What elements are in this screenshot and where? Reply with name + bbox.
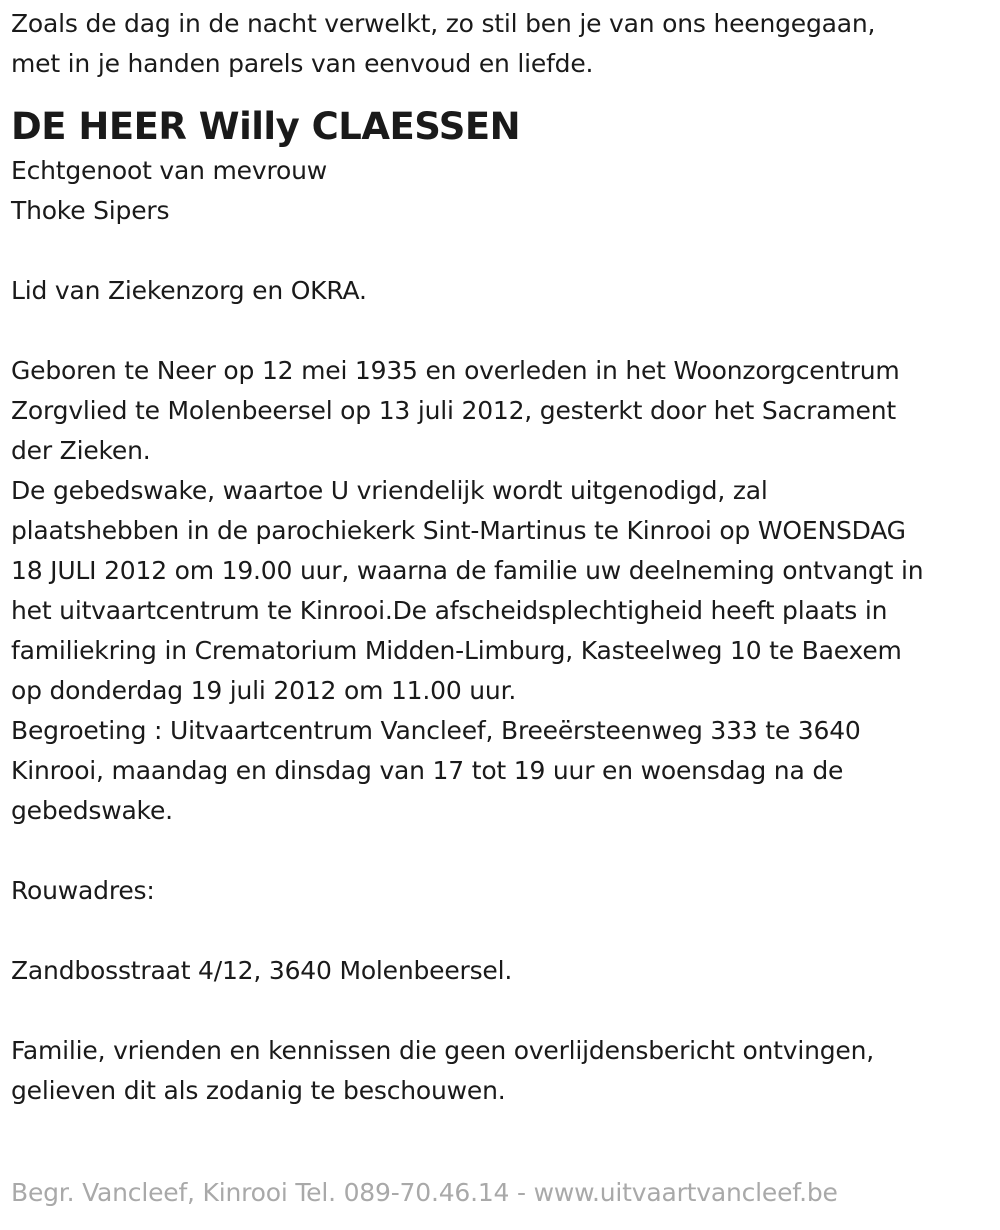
body-line: Geboren te Neer op 12 mei 1935 en overleden in het Woonzorgcentrum [11,356,900,385]
body-line: het uitvaartcentrum te Kinrooi.De afscheidsplechtigheid heeft plaats in [11,596,888,625]
body-line: op donderdag 19 juli 2012 om 11.00 uur. [11,676,517,705]
body-line: Begroeting : Uitvaartcentrum Vancleef, Breeërsteenweg 333 te 3640 [11,716,861,745]
intro-line: Zoals de dag in de nacht verwelkt, zo stil ben je van ons heengegaan, [11,9,876,38]
intro-line: met in je handen parels van eenvoud en liefde. [11,49,594,78]
body-line: 18 JULI 2012 om 19.00 uur, waarna de familie uw deelneming ontvangt in [11,556,924,585]
spouse-info [11,151,991,231]
spacer [11,991,991,1031]
notice-text [11,1031,991,1111]
body-line: Zorgvlied te Molenbeersel op 13 juli 2012, gesterkt door het Sacrament [11,396,896,425]
address-line: Zandbosstraat 4/12, 3640 Molenbeersel. [11,956,513,985]
obituary-document [11,4,991,1111]
body-line: gebedswake. [11,796,173,825]
notice-line: gelieven dit als zodanig te beschouwen. [11,1076,506,1105]
spacer [11,831,991,871]
spacer [11,311,991,351]
body-line: Kinrooi, maandag en dinsdag van 17 tot 19 uur en woensdag na de [11,756,844,785]
body-text [11,351,991,831]
body-line: familiekring in Crematorium Midden-Limburg, Kasteelweg 10 te Baexem [11,636,902,665]
funeral-home-footer: Begr. Vancleef, Kinrooi Tel. 089-70.46.14 - www.uitvaartvancleef.be [11,1178,838,1207]
spacer [11,231,991,271]
address-label: Rouwadres: [11,876,155,905]
intro-poem [11,4,991,84]
deceased-name: DE HEER Willy CLAESSEN [11,105,521,148]
spouse-name: Thoke Sipers [11,196,170,225]
body-line: De gebedswake, waartoe U vriendelijk wordt uitgenodigd, zal [11,476,768,505]
notice-line: Familie, vrienden en kennissen die geen overlijdensbericht ontvingen, [11,1036,875,1065]
body-line: plaatshebben in de parochiekerk Sint-Martinus te Kinrooi op WOENSDAG [11,516,906,545]
spacer [11,911,991,951]
body-line: der Zieken. [11,436,151,465]
membership-line: Lid van Ziekenzorg en OKRA. [11,276,367,305]
spouse-line: Echtgenoot van mevrouw [11,156,327,185]
